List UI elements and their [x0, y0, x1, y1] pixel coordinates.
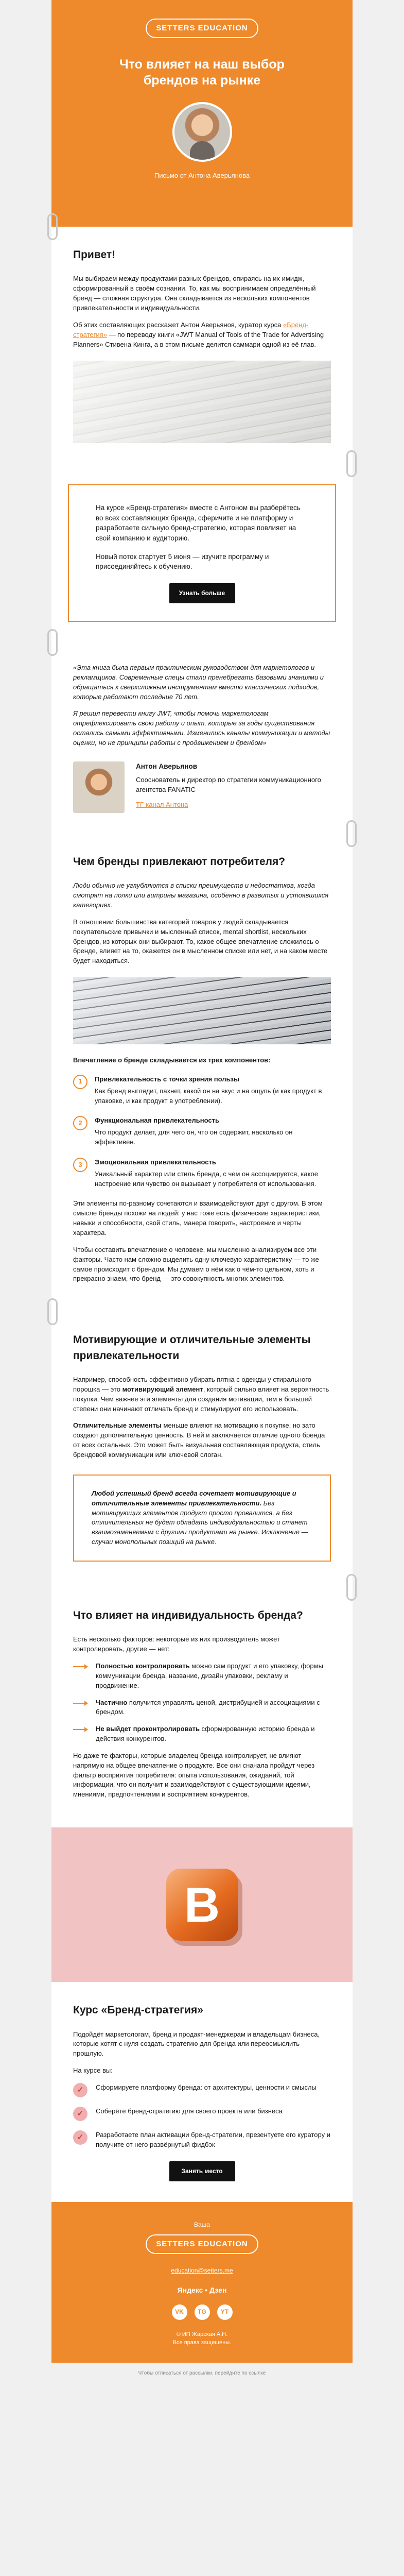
learn-more-button[interactable]: Узнать больше — [169, 583, 235, 603]
arrow-right-icon — [73, 1729, 87, 1730]
item-text: Что продукт делает, для чего он, что он содержит, насколько он эффективен. — [95, 1128, 293, 1146]
paperclip-icon — [346, 450, 357, 477]
footer-email-link[interactable]: education@setters.me — [171, 2267, 233, 2275]
promo-text-2: Новый поток стартует 5 июня — изучите программу и присоединяйтесь к обучению. — [96, 552, 269, 571]
intro-paragraph: Мы выбираем между продуктами разных брендов, опираясь на их имидж, сформированный в своём сознании. То, как мы воспринимаем определённый бренд — сложная структура. Она складывается из нескольких компонентов привлекательности и индивидуальности. — [73, 275, 316, 312]
course-lead: На курсе вы: — [73, 2066, 113, 2075]
list-item — [73, 1116, 331, 1147]
attract-paragraph-4: Чтобы составить впечатление о человеке, мы мысленно анализируем все эти факторы. Часто нам сложно выделить одну ключевую характеристику — то же самое происходит с брендом. Мы думаем о нём как о чём-то цельном, хоть и прекрасно знаем, что бренд — это совокупность многих элементов. — [73, 1245, 319, 1283]
social-links — [51, 2304, 353, 2320]
attract-paragraph-2: В отношении большинства категорий товаров у людей складывается покупательские привычки и мысленный список, mental shortlist, нескольких брендов, из которых они выбирают. То, какое общее впечатление сложилось о бренде, влияет на то, окажется он в мысленном списке или нет, и на каком месте будет находиться. — [73, 918, 328, 965]
item-text: Как бренд выглядит, пахнет, какой он на вкус и на ощупь (и как продукт в упаковке, и как продукт в употреблении). — [95, 1087, 322, 1105]
course-heading: Курс «Бренд-стратегия» — [73, 2004, 203, 2016]
hero-title: Что влияет на наш выбор брендов на рынке — [119, 57, 285, 88]
list-item — [73, 2083, 331, 2097]
yandex-zen-link[interactable]: Яндекс • Дзен — [177, 2285, 227, 2294]
paperclip-icon — [47, 213, 58, 240]
text: Сформируете платформу бренда: от архитектуры, ценности и смыслы — [96, 2083, 317, 2091]
footer — [51, 2202, 353, 2363]
promo-text: На курсе «Бренд-стратегия» вместе с Антоном вы разберётесь во всех составляющих бренда, сферичите и не платформу и разработаете сильную бренд-стратегию, которая повлияет на свой компанию и аудиторию. — [96, 504, 301, 543]
text: сформированную историю бренда и действия конкурентов. — [96, 1725, 315, 1743]
bold-text: Не выйдет проконтролировать — [96, 1725, 200, 1733]
copyright: © ИП Жарская А.Н. — [176, 2331, 228, 2337]
paperclip-icon — [47, 629, 58, 656]
check-icon: ✓ — [73, 2083, 87, 2097]
attract-paragraph: Люди обычно не углубляются в списки преимуществ и недостатков, когда смотрят на полки или витрины магазина, особенно в развитых и устоявшихся категориях. — [73, 882, 329, 909]
author-name: Антон Аверьянов — [136, 762, 197, 770]
number-badge: 1 — [73, 1075, 87, 1089]
check-icon: ✓ — [73, 2130, 87, 2145]
quote-paragraph: «Эта книга была первым практическим руководством для маркетологов и рекламщиков. Современные спецы стали пренебрегать базовыми знаниями и обращаться к сверхсложным инструментам вместо классических подходов, которые работают последние 70 лет. — [73, 664, 324, 701]
hero-byline: Письмо от Антона Аверьянова — [154, 172, 250, 180]
attract-section — [51, 834, 353, 1312]
footer-logo[interactable]: SETTERS EDUCATION — [146, 2234, 258, 2254]
arrow-right-icon — [73, 1703, 87, 1704]
highlight-quote — [73, 1475, 331, 1562]
intro-text-b: — по переводу книги «JWT Manual of Tools of the Trade for Advertising Planners» Стивена Кинга, а в этом письме делится саммари одной из её глав. — [73, 330, 324, 348]
book-seat-button[interactable]: Занять место — [169, 2161, 235, 2181]
text: Например, способность эффективно убирать пятна с одежды у стирального порошка — это — [73, 1376, 311, 1393]
item-text: Уникальный характер или стиль бренда, с чем он ассоциируется, какое настроение или чувство он вызывает у потребителя от использования. — [95, 1170, 318, 1188]
number-badge: 3 — [73, 1158, 87, 1172]
text: получится управлять ценой, дистрибуцией и ассоциациями с брендом. — [96, 1698, 320, 1716]
quote-text — [92, 1489, 312, 1547]
text: меньше влияют на мотивацию к покупке, но зато создают дополнительную ценность. В ней и заключается отличие одного бренда от всех остальных. Это может быть визуальная составляющая продукта, стиль брендовой коммуникации или ключевой слоган. — [73, 1421, 325, 1459]
bold-text: мотивирующий элемент — [122, 1385, 203, 1393]
control-list — [73, 1662, 331, 1744]
individual-paragraph: Есть несколько факторов: некоторые из них производитель может контролировать, другие — нет: — [73, 1635, 280, 1653]
intro-text-a: Об этих составляющих расскажет Антон Аверьянов, куратор курса — [73, 320, 283, 329]
intro-heading: Привет! — [73, 249, 116, 261]
text: Соберёте бренд-стратегию для своего проекта или бизнеса — [96, 2107, 283, 2115]
components-list — [73, 1075, 331, 1189]
author-photo — [73, 761, 125, 813]
book-page-image — [73, 361, 331, 443]
text: , который сильно влияет на вероятность покупки. Чем важнее эти элементы для создания мотивации, тем в большей степени они начинают отличать бренд и стимулируют его использовать. — [73, 1385, 329, 1413]
intro-paragraph-2 — [73, 320, 331, 350]
course-logo-icon: B — [166, 1869, 238, 1941]
author-info — [136, 761, 331, 810]
footer-yours: Ваша — [194, 2221, 210, 2229]
item-title: Функциональная привлекательность — [95, 1116, 219, 1125]
brand-logo[interactable]: SETTERS EDUCATION — [146, 19, 258, 38]
promo-section — [51, 464, 353, 642]
motive-section — [51, 1312, 353, 1587]
typewriter-text-image — [73, 977, 331, 1044]
paperclip-icon — [346, 820, 357, 847]
youtube-icon[interactable]: YT — [217, 2304, 233, 2320]
course-benefits-list — [73, 2083, 331, 2150]
unsubscribe-link[interactable]: Чтобы отписаться от рассылки, перейдите по ссылке — [138, 2370, 266, 2376]
individual-paragraph-2: Но даже те факторы, которые владелец бренда контролирует, не влияют напрямую на общее впечатление о продукте. Все они сначала пройдут через фильтр восприятия потребителя: опыта использования, ожиданий, той информации, что он получит и взаимодействуют с существующими идеями, мнениями, предпочтениями и восприятием конкурентов. — [73, 1751, 315, 1799]
intro-section — [51, 227, 353, 464]
check-icon: ✓ — [73, 2107, 87, 2121]
motive-paragraph-2 — [73, 1421, 331, 1460]
attract-lead: Впечатление о бренде складывается из трех компонентов: — [73, 1056, 271, 1064]
arrow-right-icon — [73, 1666, 87, 1667]
individual-section — [51, 1587, 353, 1827]
quote-section — [51, 642, 353, 834]
text: Без мотивирующих элементов продукт просто провалится, а без отличительных не будет обладать индивидуальностью и станет взаимозаменяемым с другими продуктами на рынке. Исключение — случаи монопольных позиций на рынке. — [92, 1499, 308, 1546]
bold-text: Любой успешный бренд всегда сочетает мотивирующие и отличительные элементы привлекательности. — [92, 1489, 296, 1507]
promo-box — [68, 484, 336, 622]
course-body — [51, 1982, 353, 2202]
course-section — [51, 1827, 353, 2202]
list-item — [73, 1075, 331, 1106]
bold-text: Частично — [96, 1698, 128, 1706]
motive-paragraph — [73, 1375, 331, 1414]
text: Разработаете план активации бренд-стратегии, презентуете его куратору и получите от него развёрнутый фидбэк — [96, 2130, 330, 2148]
author-block — [73, 761, 331, 813]
author-avatar — [172, 102, 232, 162]
author-telegram-link[interactable]: ТГ-канал Антона — [136, 801, 188, 809]
attract-paragraph-3: Эти элементы по-разному сочетаются и взаимодействуют друг с другом. В этом смысле бренды похожи на людей: у нас тоже есть физические характеристики, навыки и способности, свой стиль, манера говорить, настроение и черты характера. — [73, 1199, 323, 1237]
bold-text: Отличительные элементы — [73, 1421, 162, 1430]
item-title: Привлекательность с точки зрения пользы — [95, 1075, 240, 1083]
paperclip-icon — [346, 1574, 357, 1601]
list-item — [73, 2130, 331, 2150]
individual-heading: Что влияет на индивидуальность бренда? — [73, 1609, 303, 1621]
item-title: Эмоциональная привлекательность — [95, 1158, 216, 1166]
list-item — [73, 1158, 331, 1189]
list-item — [73, 1724, 331, 1744]
quote-paragraph-2: Я решил перевести книгу JWT, чтобы помочь маркетологам отрефлексировать свою работу и опыт, которые за годы существования остались самыми эффективными. Изменились каналы коммуникации и методы оценки, но не принципы работы с продвижением и брендом» — [73, 709, 330, 747]
course-banner — [51, 1827, 353, 1982]
number-badge: 2 — [73, 1116, 87, 1130]
hero-banner — [51, 0, 353, 227]
rights: Все права защищены. — [172, 2340, 232, 2346]
author-role: Сооснователь и директор по стратегии коммуникационного агентства FANATIC — [136, 776, 321, 794]
telegram-icon[interactable]: TG — [195, 2304, 210, 2320]
bold-text: Полностью контролировать — [96, 1662, 190, 1670]
course-paragraph: Подойдёт маркетологам, бренд и продакт-менеджерам и владельцам бизнеса, которые хотят с нуля создать стратегию для бренда или переосмыслить прошлую. — [73, 2030, 320, 2058]
text: можно сам продукт и его упаковку, формы коммуникации бренда, название, дизайн упаковки, рекламу и продвижение. — [96, 1662, 323, 1689]
list-item — [73, 1662, 331, 1691]
vk-icon[interactable]: VK — [172, 2304, 187, 2320]
list-item — [73, 2107, 331, 2121]
motive-heading: Мотивирующие и отличительные элементы привлекательности — [73, 1334, 311, 1362]
list-item — [73, 1698, 331, 1718]
attract-heading: Чем бренды привлекают потребителя? — [73, 855, 286, 868]
course-link[interactable]: «Бренд-стратегия» — [73, 320, 309, 338]
paperclip-icon — [47, 1298, 58, 1325]
